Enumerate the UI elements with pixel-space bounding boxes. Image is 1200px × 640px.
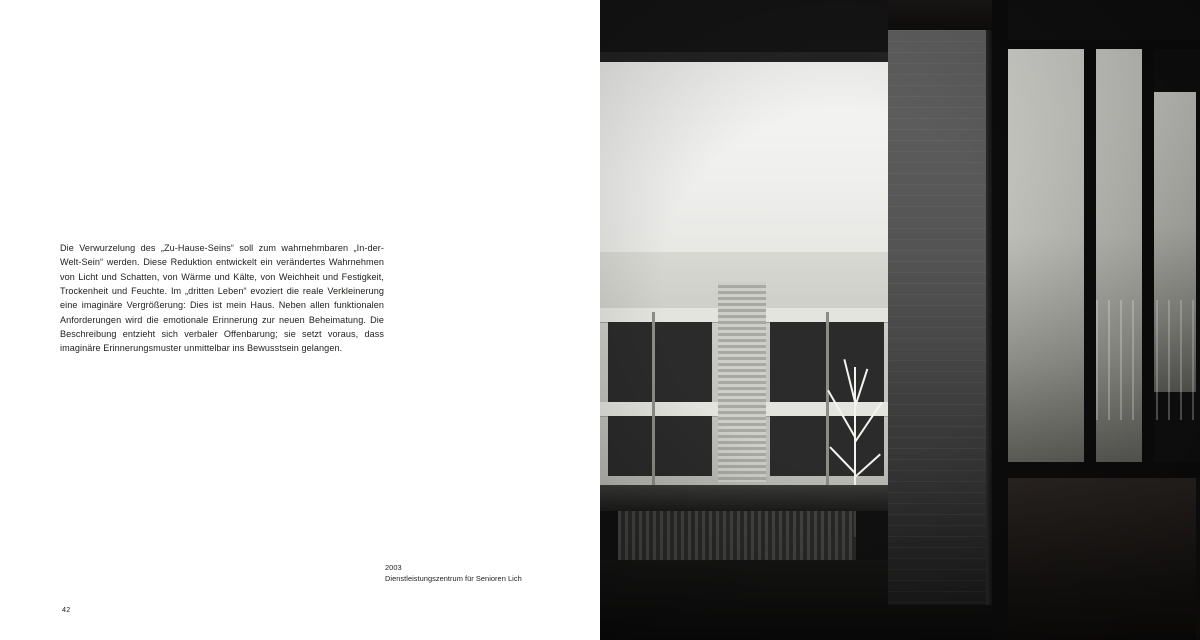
glazed-door-wall [992, 0, 1200, 640]
radiator [618, 511, 856, 563]
architecture-photograph [600, 0, 1200, 640]
body-paragraph: Die Verwurzelung des „Zu-Hause-Seins“ soll zum wahrnehmbaren „In-der-Welt-Sein“ werden. Diese Reduktion entwickelt ein verändertes Wahrnehmen von Licht und Schatten, von Wärme und Kälte, von Weichheit und Festigkeit, Trockenheit und Feuchte. Im „dritten Leben“ evoziert die reale Verkleinerung eine imaginäre Vergrößerung: Dies ist mein Haus. Neben allen funktionalen Anforderungen wird die emotionale Erinnerung zur neuen Beheimatung. Die Beschreibung entzieht sich verbaler Offenbarung; sie setzt voraus, dass imaginäre Erinnerungsmuster unmittelbar ins Bewusstsein gelangen. [60, 243, 384, 354]
sky-area [600, 52, 890, 262]
door-glass-panel [1006, 46, 1084, 466]
caption-title: Dienstleistungszentrum für Senioren Lich [385, 574, 522, 583]
door-jamb [992, 0, 1008, 640]
facade-louvre-screen [718, 282, 766, 482]
door-mullion [1084, 40, 1096, 478]
right-photo-page [600, 0, 1200, 640]
caption-year: 2003 [385, 563, 402, 572]
facade-window [608, 416, 712, 476]
door-mullion [1142, 40, 1154, 478]
facade-mullion [652, 312, 655, 502]
timber-panel-below-window [1008, 478, 1196, 640]
exterior-view [600, 52, 890, 492]
facade-window [608, 322, 712, 402]
door-head-rail [992, 40, 1200, 49]
window-sill [600, 485, 892, 511]
door-bottom-rail [992, 462, 1200, 478]
timber-wall-pier [888, 30, 993, 605]
figure-caption [385, 562, 585, 584]
page-number: 42 [62, 605, 71, 614]
window-lintel [600, 52, 892, 62]
